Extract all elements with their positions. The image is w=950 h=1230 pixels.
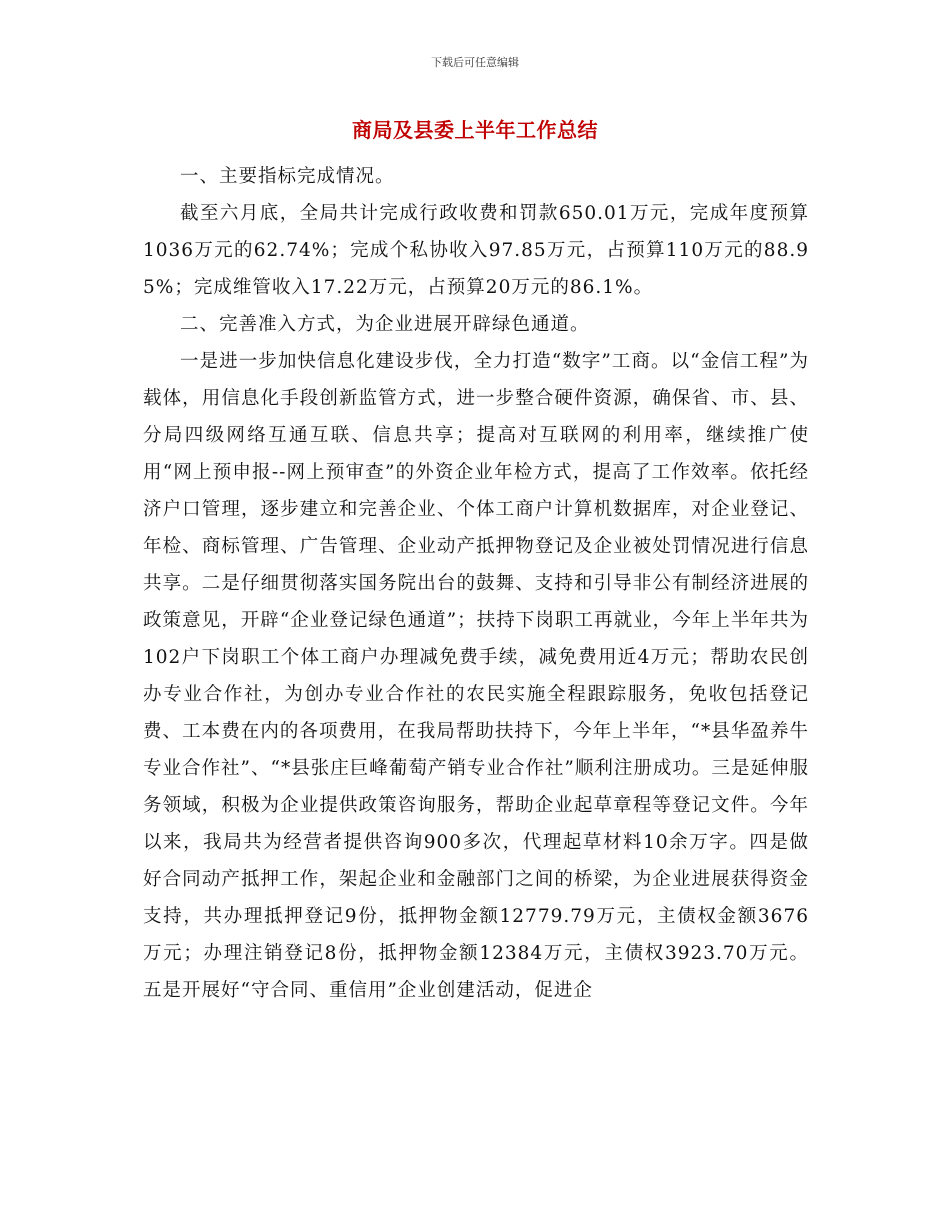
paragraph-measures: 一是进一步加快信息化建设步伐，全力打造“数字”工商。以“金信工程”为载体，用信息化手段创新监管方式，进一步整合硬件资源，确保省、市、县、分局四级网络互通互联、信息共享；提高对互联网的利用率，继续推广使用“网上预申报--网上预审查”的外资企业年检方式，提高了工作效率。依托经济户口管理，逐步建立和完善企业、个体工商户计算机数据库，对企业登记、年检、商标管理、广告管理、企业动产抵押物登记及企业被处罚情况进行信息共享。二是仔细贯彻落实国务院出台的鼓舞、支持和引导非公有制经济进展的政策意见，开辟“企业登记绿色通道”；扶持下岗职工再就业，今年上半年共为102户下岗职工个体工商户办理减免费手续，减免费用近4万元；帮助农民创办专业合作社，为创办专业合作社的农民实施全程跟踪服务，免收包括登记费、工本费在内的各项费用，在我局帮助扶持下，今年上半年，“*县华盈养牛专业合作社”、“*县张庄巨峰葡萄产销专业合作社”顺利注册成功。三是延伸服务领域，积极为企业提供政策咨询服务，帮助企业起草章程等登记文件。今年以来，我局共为经营者提供咨询900多次，代理起草材料10余万字。四是做好合同动产抵押工作，架起企业和金融部门之间的桥梁，为企业进展获得资金支持，共办理抵押登记9份，抵押物金额12779.79万元，主债权金额3676万元；办理注销登记8份，抵押物金额12384万元，主债权3923.70万元。五是开展好“守合同、重信用”企业创建活动，促进企: [143, 351, 809, 1001]
page-header-note: 下载后可任意编辑: [431, 56, 519, 69]
section-heading-2: 二、完善准入方式，为企业进展开辟绿色通道。: [180, 314, 590, 335]
section-heading-1: 一、主要指标完成情况。: [180, 166, 395, 187]
paragraph-indicators: 截至六月底，全局共计完成行政收费和罚款650.01万元，完成年度预算1036万元的62.74%；完成个私协收入97.85万元，占预算110万元的88.95%；完成维管收入17.22万元，占预算20万元的86.1%。: [143, 203, 809, 298]
document-title: 商局及县委上半年工作总结: [352, 118, 598, 142]
document-body: [143, 158, 809, 1009]
